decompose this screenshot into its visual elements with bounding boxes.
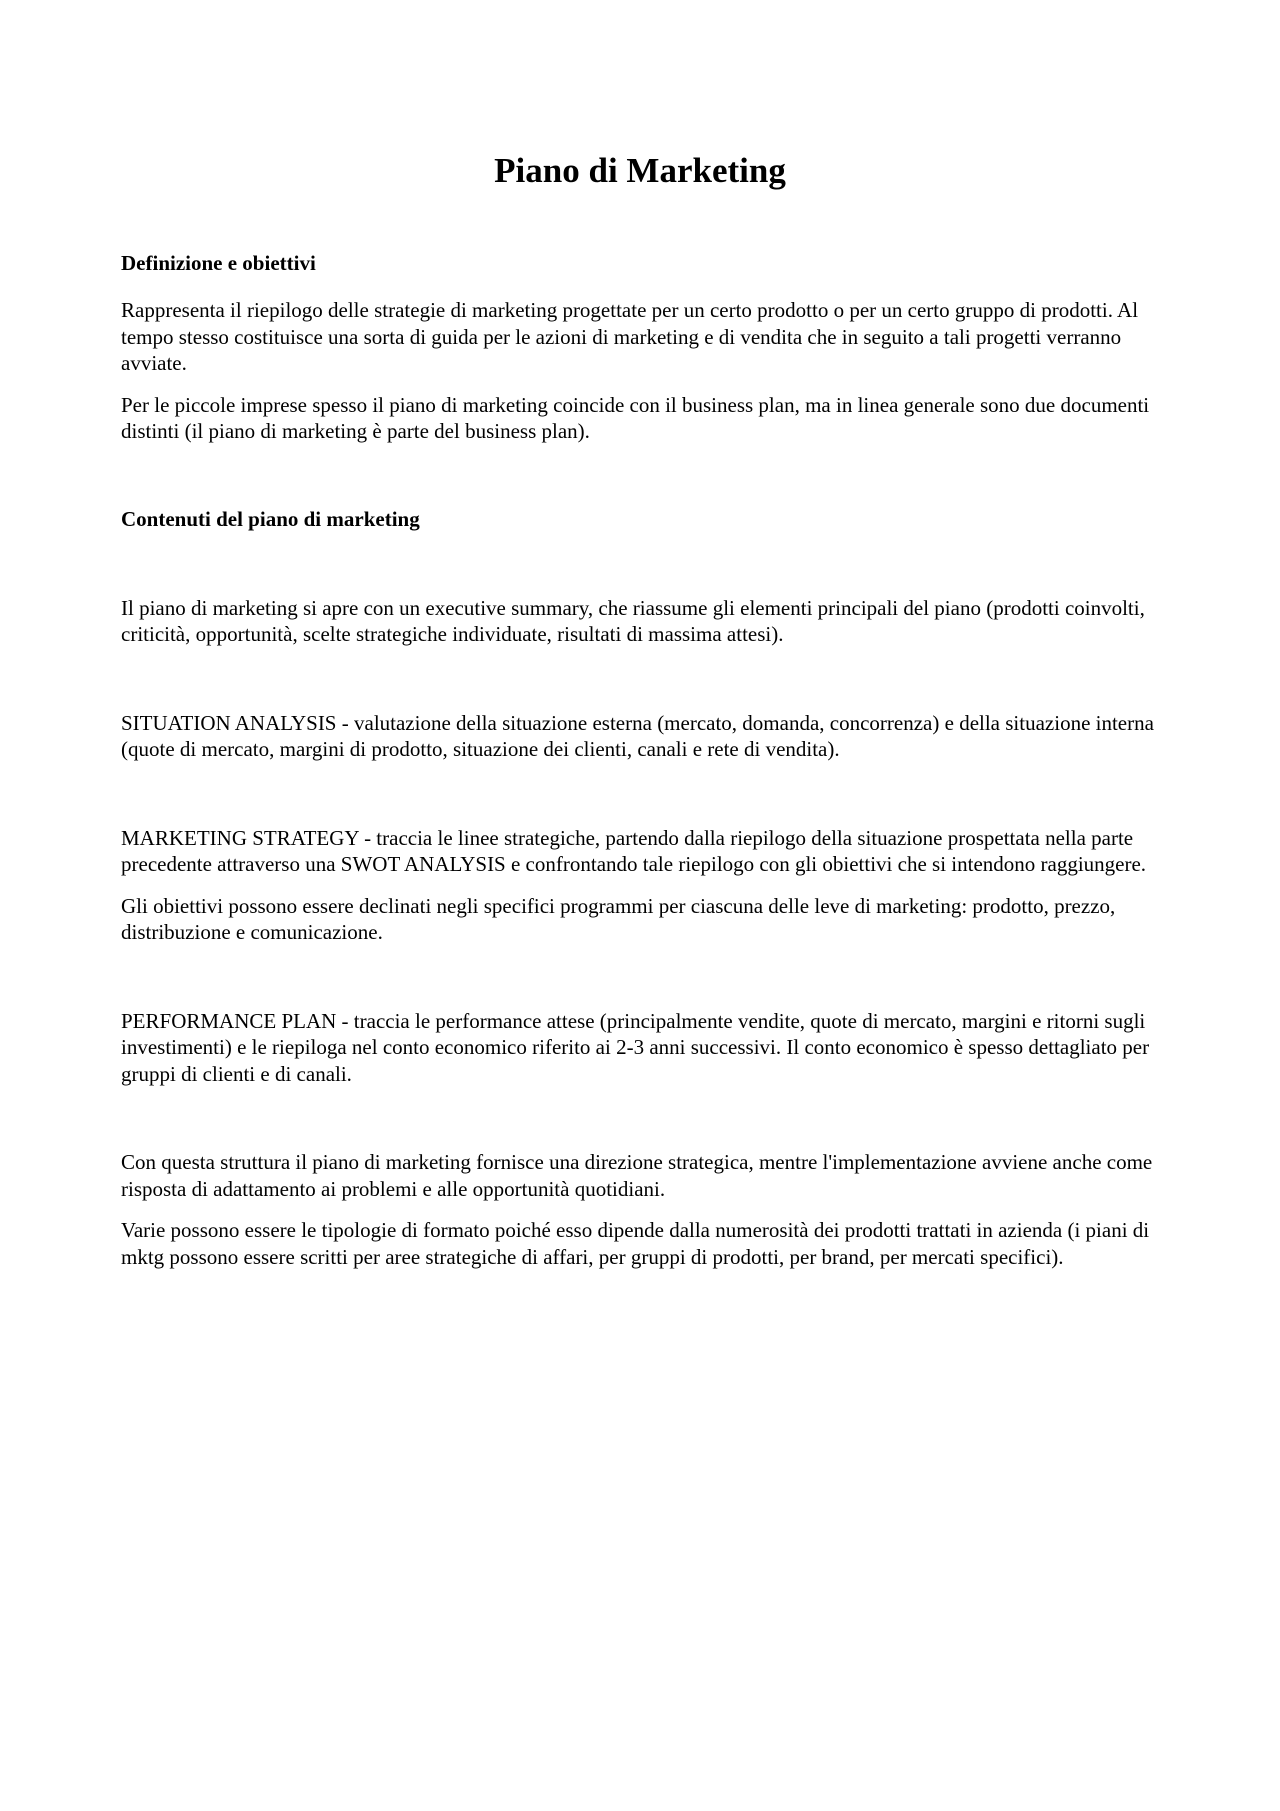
paragraph-performance-plan xyxy=(121,1008,1166,1088)
paragraph-marketing-strategy xyxy=(121,825,1166,878)
marketing-strategy-label: MARKETING STRATEGY xyxy=(121,825,359,850)
document-body xyxy=(121,250,1166,1270)
performance-plan-label: PERFORMANCE PLAN xyxy=(121,1008,337,1033)
situation-analysis-label: SITUATION ANALYSIS xyxy=(121,710,337,735)
situation-analysis-text: - valutazione della situazione esterna (mercato, domanda, concorrenza) e della situazione interna (quote di mercato, margini di prodotto, situazione dei clienti, canali e rete di vendita). xyxy=(121,710,1154,761)
paragraph-struttura: Con questa struttura il piano di marketing fornisce una direzione strategica, mentre l'implementazione avviene anche come risposta di adattamento ai problemi e alle opportunità quotidiani. xyxy=(121,1150,1153,1201)
paragraph-situation-analysis xyxy=(121,710,1166,763)
section-heading-definizione: Definizione e obiettivi xyxy=(121,251,316,275)
page-title: Piano di Marketing xyxy=(494,151,786,190)
paragraph-riepilogo: Rappresenta il riepilogo delle strategie di marketing progettate per un certo prodotto o per un certo gruppo di prodotti. Al tempo stesso costituisce una sorta di guida per le azioni di marketing e di vendita che in seguito a tali progetti verranno avviate. xyxy=(121,298,1139,375)
marketing-strategy-text: - traccia le linee strategiche, partendo dalla riepilogo della situazione prospettata nella parte precedente attraverso una SWOT ANALYSIS e confrontando tale riepilogo con gli obiettivi che si intendono raggiungere. xyxy=(121,825,1147,876)
paragraph-obiettivi: Gli obiettivi possono essere declinati negli specifici programmi per ciascuna delle leve di marketing: prodotto, prezzo, distribuzione e comunicazione. xyxy=(121,893,1116,944)
paragraph-executive-summary: Il piano di marketing si apre con un executive summary, che riassume gli elementi principali del piano (prodotti coinvolti, criticità, opportunità, scelte strategiche individuate, risultati di massima attesi). xyxy=(121,595,1145,646)
section-heading-contenuti: Contenuti del piano di marketing xyxy=(121,506,420,531)
paragraph-piccole-imprese: Per le piccole imprese spesso il piano di marketing coincide con il business plan, ma in linea generale sono due documenti distinti (il piano di marketing è parte del business plan). xyxy=(121,392,1150,443)
performance-plan-text: - traccia le performance attese (principalmente vendite, quote di mercato, margini e ritorni sugli investimenti) e le riepiloga nel conto economico riferito ai 2-3 anni successivi. Il conto economico è spesso dettagliato per gruppi di clienti e di canali. xyxy=(121,1008,1150,1086)
paragraph-formati: Varie possono essere le tipologie di formato poiché esso dipende dalla numerosità dei prodotti trattati in azienda (i piani di mktg possono essere scritti per aree strategiche di affari, per gruppi di prodotti, per brand, per mercati specifici). xyxy=(121,1218,1150,1269)
